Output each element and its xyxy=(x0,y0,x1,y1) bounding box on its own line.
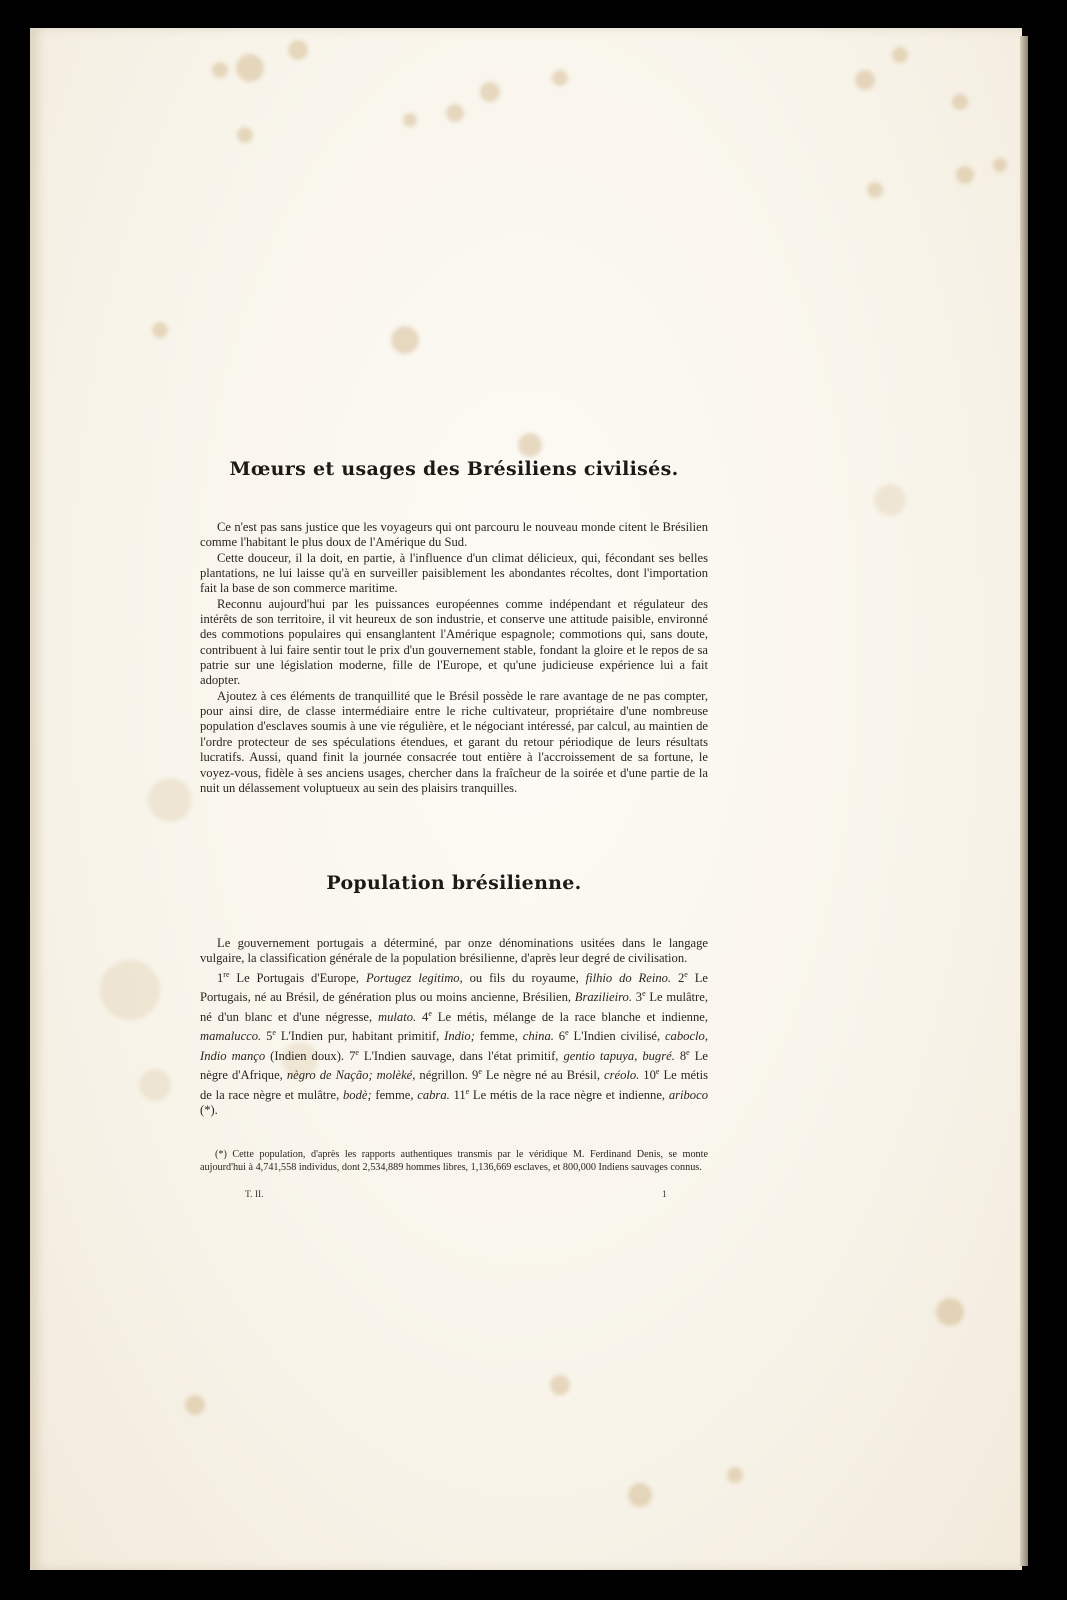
signature-mark: 1 xyxy=(662,1190,667,1200)
stain xyxy=(480,82,500,102)
stain xyxy=(518,433,542,457)
stain xyxy=(391,326,419,354)
stain xyxy=(727,1467,743,1483)
stain xyxy=(892,47,908,63)
stain xyxy=(956,166,974,184)
stain xyxy=(628,1483,652,1507)
section-title-population: Population brésilienne. xyxy=(326,872,582,894)
section-body-moeurs xyxy=(200,520,708,796)
paragraph: Ce n'est pas sans justice que les voyageurs qui ont parcouru le nouveau monde citent le Brésilien comme l'habitant le plus doux de l'Amérique du Sud. xyxy=(200,520,708,550)
stain xyxy=(952,94,968,110)
paragraph: Cette douceur, il la doit, en partie, à l'influence d'un climat délicieux, qui, fécondant ses belles plantations, ne lui laisse qu'à en surveiller paisiblement les abondantes récoltes, dont l'importation fait la base de son commerce maritime. xyxy=(200,550,708,596)
stain xyxy=(403,113,417,127)
paragraph: 1re Le Portugais d'Europe, Portugez legitimo, ou fils du royaume, filhio do Reino. 2e Le Portugais, né au Brésil, de génération plus ou moins ancienne, Brésilien, Brazilieiro. 3e Le mulâtre, né d'un blanc et d'une négresse, mulato. 4e Le métis, mélange de la race blanche et indienne, mamalucco. 5e L'Indien pur, habitant primitif, Indio; femme, china. 6e L'Indien civilisé, caboclo, Indio manço (Indien doux). 7e L'Indien sauvage, dans l'état primitif, gentio tapuya, bugré. 8e Le nègre d'Afrique, nègro de Nação; molèké, négrillon. 9e Le nègre né au Brésil, créolo. 10e Le métis de la race nègre et mulâtre, bodè; femme, cabra. 11e Le métis de la race nègre et indienne, ariboco (*). xyxy=(200,969,709,1118)
stain xyxy=(446,104,464,122)
volume-mark: T. II. xyxy=(245,1190,264,1200)
section-title-moeurs: Mœurs et usages des Brésiliens civilisés. xyxy=(229,458,679,480)
stain xyxy=(236,54,264,82)
stain xyxy=(993,158,1007,172)
stain xyxy=(936,1298,964,1326)
paragraph: Reconnu aujourd'hui par les puissances européennes comme indépendant et régulateur des intérêts de son territoire, il vit heureux de son industrie, et conserve une attitude paisible, environné des commotions populaires qui ensanglantent l'Amérique espagnole; commotions qui, sans doute, contribuent à lui faire sentir tout le prix d'un gouvernement stable, fondant la gloire et le repos de sa patrie sur une législation moderne, fille de l'Europe, et qu'une judicieuse expérience lui a fait adopter. xyxy=(200,596,708,688)
stain xyxy=(550,1375,570,1395)
stain xyxy=(139,1069,171,1101)
footnote xyxy=(200,1148,708,1174)
stain xyxy=(552,70,568,86)
stain xyxy=(152,322,168,338)
stain xyxy=(185,1395,205,1415)
stain xyxy=(855,70,875,90)
paragraph: Ajoutez à ces éléments de tranquillité que le Brésil possède le rare avantage de ne pas compter, pour ainsi dire, de classe intermédiaire entre le riche cultivateur, propriétaire d'une nombreuse population d'esclaves soumis à une vie régulière, et le négociant intéressé, par calcul, au maintien de l'ordre protecteur de ses spéculations étendues, et garant du retour périodique de leurs résultats lucratifs. Aussi, quand finit la journée consacrée tout entière à l'accroissement de sa fortune, le voyez-vous, fidèle à ses anciens usages, chercher dans la fraîcheur de la soirée et d'une partie de la nuit un délassement voluptueux au sein des plaisirs tranquilles. xyxy=(200,688,708,795)
stain xyxy=(100,960,160,1020)
paragraph: Le gouvernement portugais a déterminé, par onze dénominations usitées dans le langage vulgaire, la classification générale de la population brésilienne, d'après leur degré de civilisation. xyxy=(200,936,708,966)
stain xyxy=(288,40,308,60)
stain xyxy=(148,778,192,822)
page-edge xyxy=(1020,36,1028,1566)
stain xyxy=(237,127,253,143)
stain xyxy=(212,62,228,78)
section-body-population xyxy=(200,936,708,1119)
stain xyxy=(867,182,883,198)
footnote-text: (*) Cette population, d'après les rapports authentiques transmis par le véridique M. Ferdinand Denis, se monte aujourd'hui à 4,741,558 individus, dont 2,534,889 hommes libres, 1,136,669 esclaves, et 800,000 Indiens sauvages connus. xyxy=(200,1149,708,1173)
stain xyxy=(874,484,906,516)
